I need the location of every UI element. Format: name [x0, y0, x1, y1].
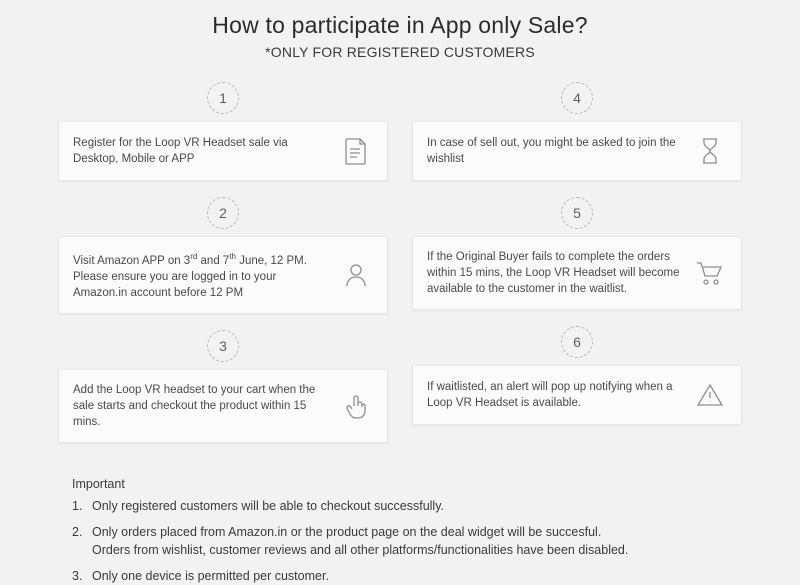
step-number-badge: 1 [207, 82, 239, 114]
important-heading: Important [72, 476, 125, 491]
hourglass-icon [693, 134, 727, 168]
document-list-icon [339, 134, 373, 168]
step-text: If the Original Buyer fails to complete the orders within 15 mins, the Loop VR Headset will become available to the customer in the waitlist. [427, 251, 680, 295]
shopping-cart-icon [693, 256, 727, 290]
step-card [58, 121, 388, 181]
steps-column-right [412, 82, 742, 443]
step-1 [58, 82, 388, 181]
list-item-text: Only registered customers will be able to checkout successfully. [92, 498, 445, 513]
step-4 [412, 82, 742, 181]
step-card [412, 236, 742, 310]
important-list [72, 497, 732, 585]
step-number-badge: 5 [561, 197, 593, 229]
step-number-badge: 2 [207, 197, 239, 229]
step-card [58, 369, 388, 443]
step-text: Visit Amazon APP on 3rd and 7th June, 12 PM. Please ensure you are logged in to your Amazon.in account before 12 PM [73, 252, 307, 299]
user-icon [339, 258, 373, 292]
step-6 [412, 326, 742, 425]
step-number-badge: 6 [561, 326, 593, 358]
header [0, 0, 800, 60]
important-section [72, 477, 732, 585]
step-card [412, 365, 742, 425]
page-subtitle: *ONLY FOR REGISTERED CUSTOMERS [265, 44, 535, 60]
step-card [58, 236, 388, 314]
step-3 [58, 330, 388, 443]
step-text: If waitlisted, an alert will pop up notifying when a Loop VR Headset is available. [427, 381, 673, 409]
list-item [92, 523, 732, 559]
step-5 [412, 197, 742, 310]
step-text: Add the Loop VR headset to your cart when the sale starts and checkout the product within 15 mins. [73, 383, 316, 428]
list-item-subtext: Orders from wishlist, customer reviews and all other platforms/functionalities have been disabled. [92, 542, 629, 557]
list-item-text: Only orders placed from Amazon.in or the product page on the deal widget will be succesful. [92, 524, 602, 539]
step-number-badge: 3 [207, 330, 239, 362]
list-item [92, 567, 732, 585]
steps-container [0, 82, 800, 443]
step-2 [58, 197, 388, 314]
step-text: Register for the Loop VR Headset sale via Desktop, Mobile or APP [73, 137, 288, 165]
warning-triangle-icon [693, 378, 727, 412]
step-number-badge: 4 [561, 82, 593, 114]
page-title: How to participate in App only Sale? [212, 12, 588, 38]
tap-hand-icon [339, 389, 373, 423]
list-item-text: Only one device is permitted per customer. [92, 568, 329, 583]
list-item [92, 497, 732, 515]
step-card [412, 121, 742, 181]
step-text: In case of sell out, you might be asked to join the wishlist [427, 137, 676, 165]
steps-column-left [58, 82, 388, 443]
